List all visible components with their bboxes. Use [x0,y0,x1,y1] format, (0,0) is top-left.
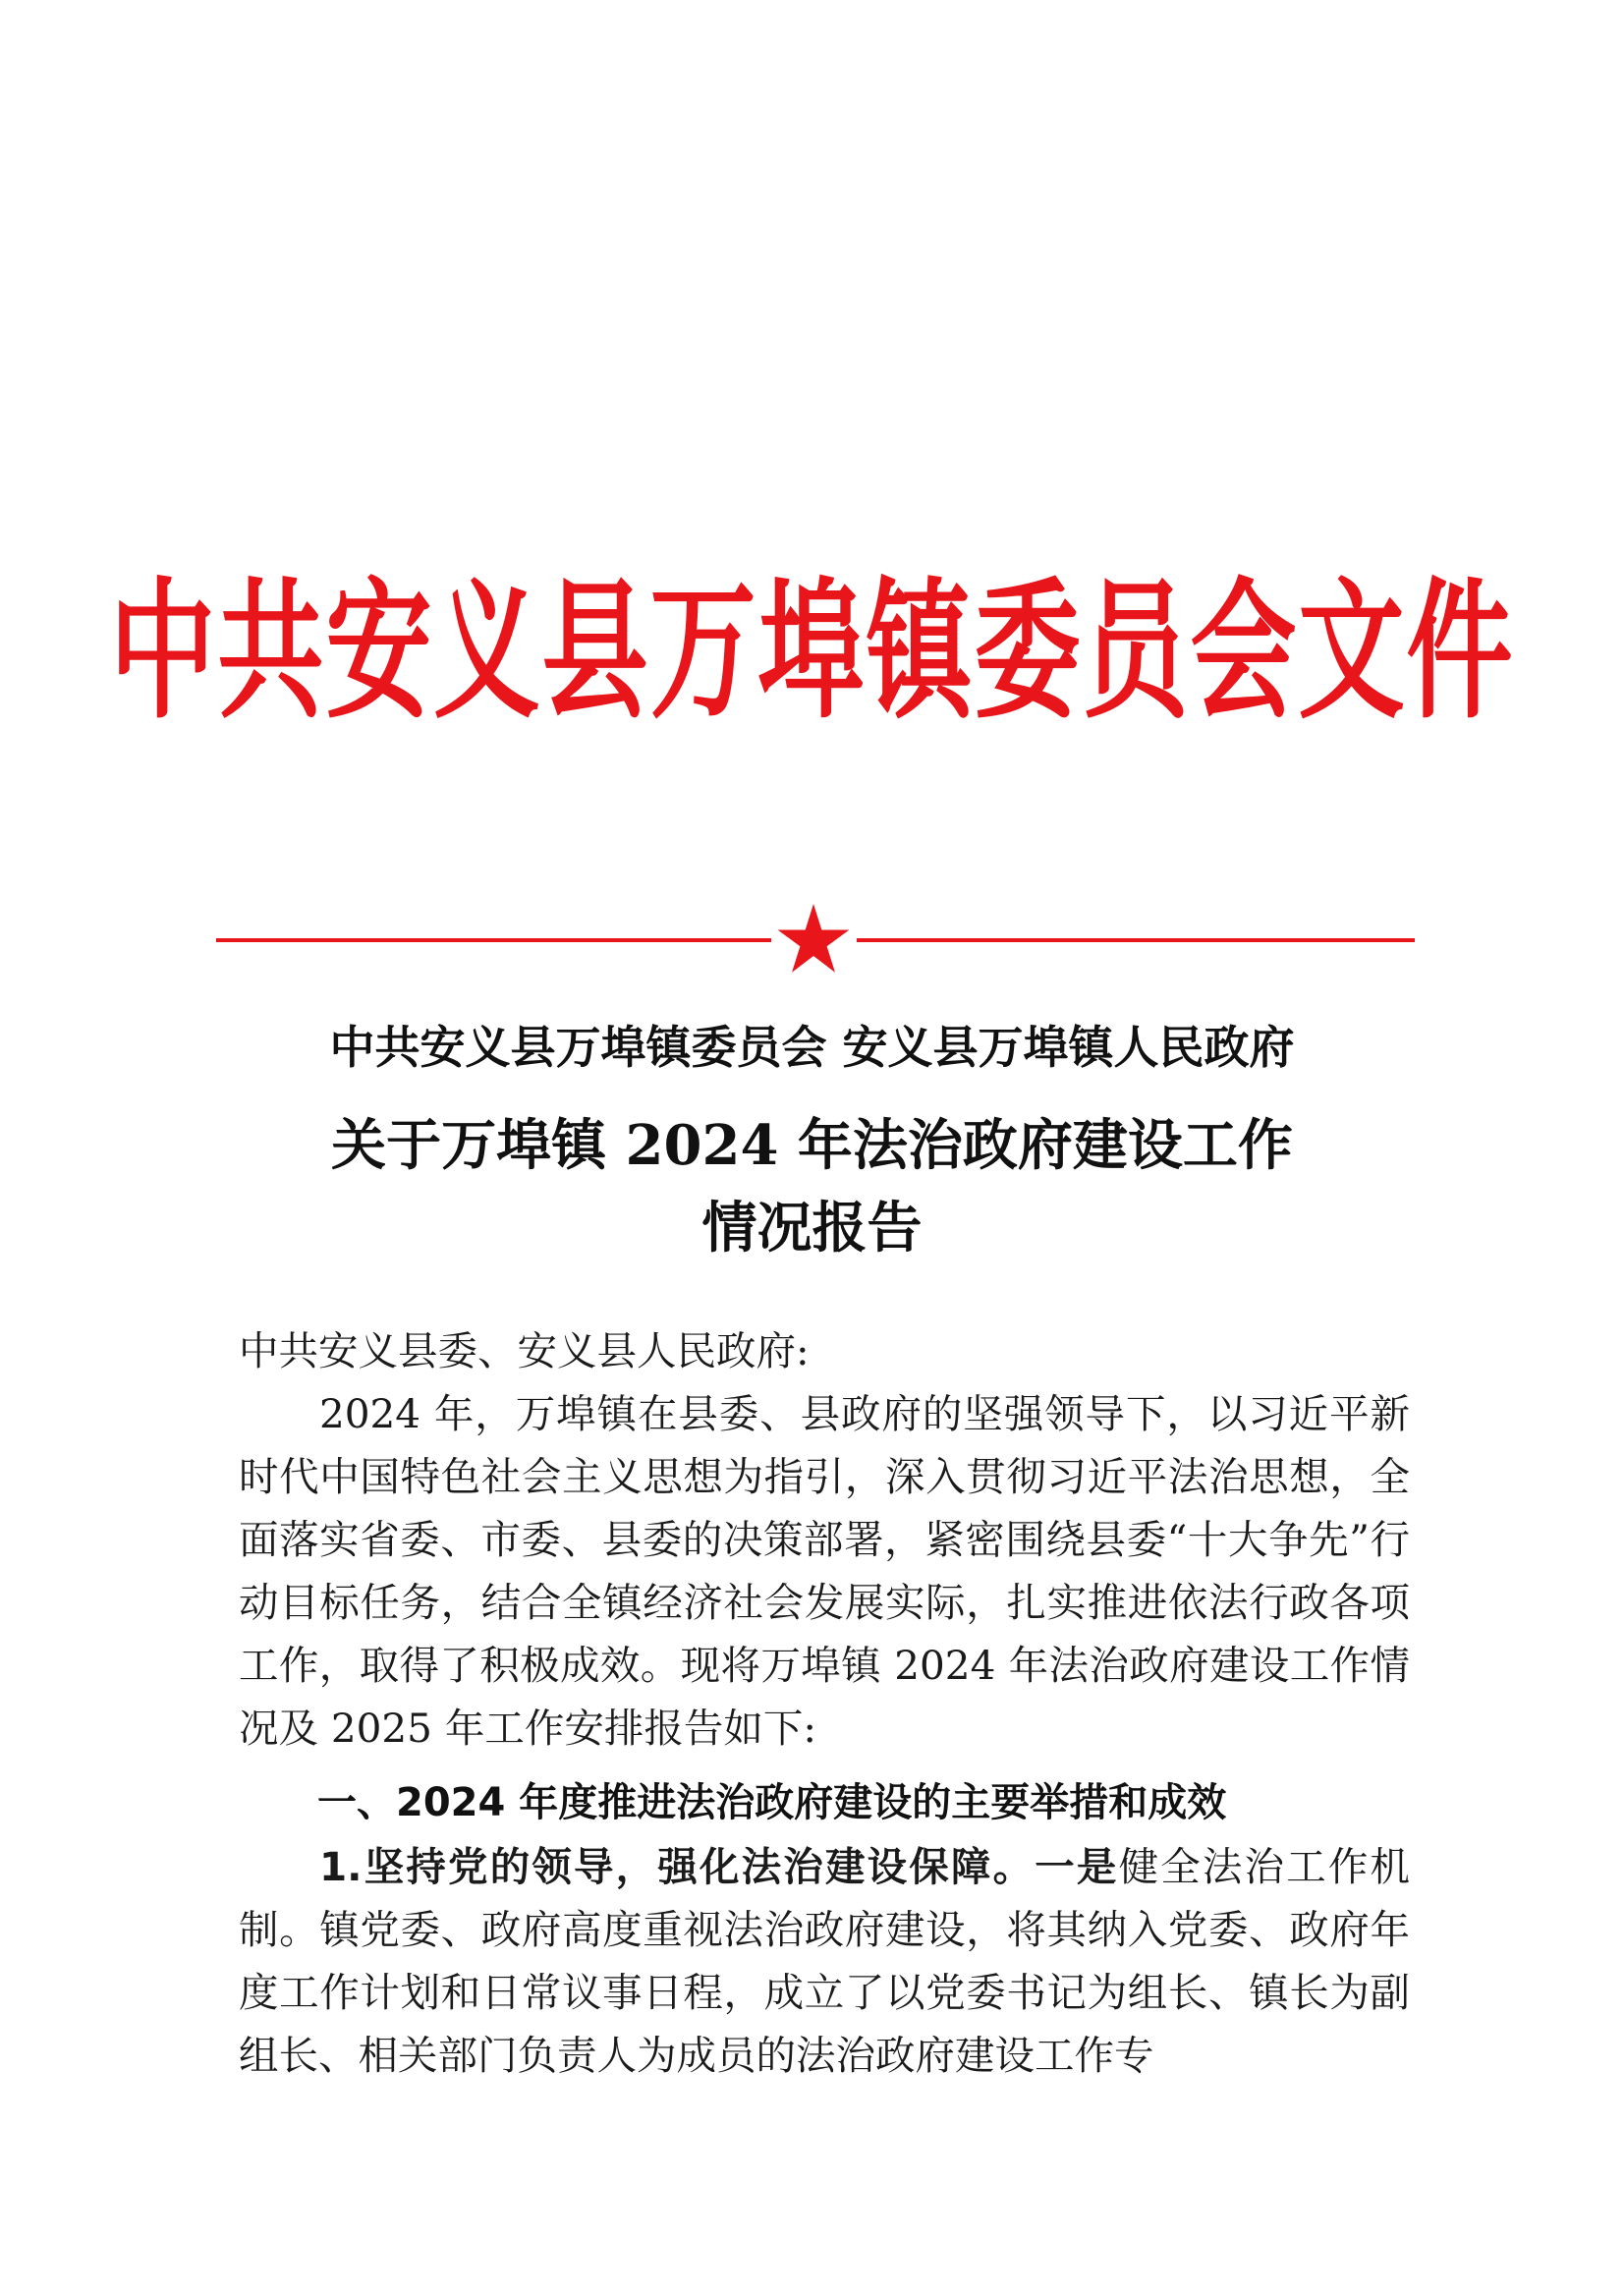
section-heading-1: 一、2024 年度推进法治政府建设的主要举措和成效 [317,1780,1227,1825]
item-1-subhead: 一是 [1035,1843,1119,1890]
intro-paragraph: 2024 年，万埠镇在县委、县政府的坚强领导下，以习近平新时代中国特色社会主义思想为指引，深入贯彻习近平法治思想，全面落实省委、市委、县委的决策部署，紧密围绕县委“十大争先”行动目标任务，结合全镇经济社会发展实际，扎实推进依法行政各项工作，取得了积极成效。现将万埠镇 2024 年法治政府建设工作情况及 2025 年工作安排报告如下: [239,1390,1410,1752]
red-letterhead-title: 中共安义县万埠镇委员会文件 [109,565,1515,740]
document-title-line-1: 关于万埠镇 2024 年法治政府建设工作 [331,1113,1293,1178]
item-1-text: 健全法治工作机制。镇党委、政府高度重视法治政府建设，将其纳入党委、政府年度工作计划和日常议事日程，成立了以党委书记为组长、镇长为副组长、相关部门负责人为成员的法治政府建设工作专 [239,1843,1411,2079]
issuer-line: 中共安义县万埠镇委员会 安义县万埠镇人民政府 [329,1021,1295,1074]
right-red-rule [857,938,1415,942]
left-red-rule [216,938,771,942]
document-title-line-2: 情况报告 [701,1196,923,1260]
salutation: 中共安义县委、安义县人民政府: [239,1327,810,1374]
star-icon [776,904,851,975]
item-1-heading: 1.坚持党的领导，强化法治建设保障。 [319,1843,1036,1890]
item-1-paragraph [239,1835,1410,2087]
